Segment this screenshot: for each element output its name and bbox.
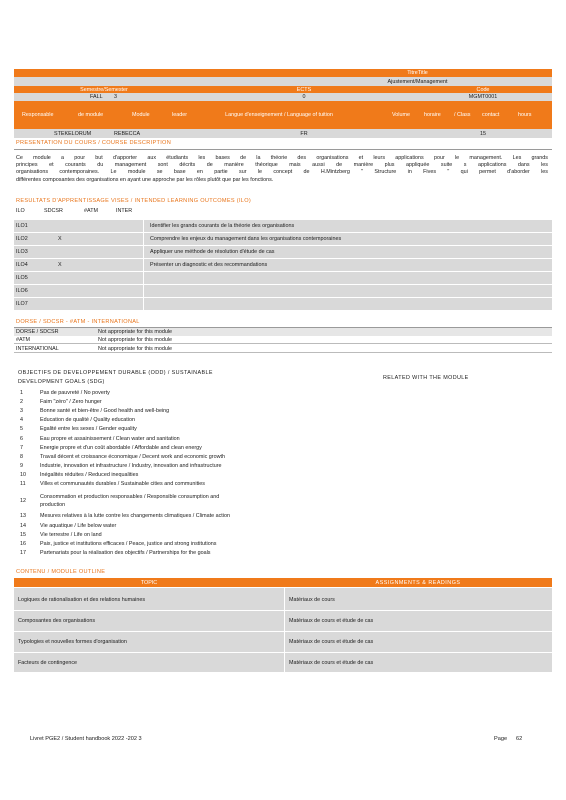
sdg-text: Vie terrestre / Life on land [40, 532, 102, 538]
sdg-text: Education de qualité / Quality education [40, 417, 135, 423]
col-topic: TOPIC [140, 579, 158, 586]
sdg-number: 10 [20, 472, 26, 478]
sdg-number: 9 [20, 463, 23, 469]
sdg-number: 15 [20, 532, 26, 538]
ilo-code: ILO6 [16, 288, 28, 294]
sdg-text: Paix, justice et institutions efficaces / Peace, justice and strong institutions [40, 541, 217, 547]
ilo-row [14, 220, 552, 233]
outline-row [14, 632, 552, 653]
sdg-number: 8 [20, 454, 23, 460]
course-title-row [14, 77, 552, 86]
ilo-row [14, 246, 552, 259]
sdg-number: 13 [20, 513, 26, 519]
hours-value: 15 [480, 130, 486, 137]
footer-page-label: Page [494, 736, 508, 742]
code-value: MGMT0001 [468, 94, 498, 100]
sdg-text: production [40, 502, 66, 508]
sdg-text: Bonne santé et bien-être / Good health and well-being [40, 408, 170, 414]
dorse-label: DORSE / SDCSR [16, 329, 59, 335]
responsible-value-row [14, 129, 552, 138]
col-contact: contact [482, 112, 500, 118]
responsible-name: STEKELORUM [54, 130, 92, 137]
col-assignments: ASSIGNMENTS & READINGS [375, 579, 461, 586]
col-module2: Module [132, 112, 150, 118]
col-leader: leader [172, 112, 187, 118]
sdg-heading-line2: DEVELOPMENT GOALS (SDG) [18, 379, 105, 385]
dorse-heading: DORSE / SDCSR - #ATM - INTERNATIONAL [16, 319, 140, 325]
ilo-code: ILO5 [16, 275, 28, 281]
sdg-number: 14 [20, 523, 26, 529]
dorse-value: Not appropriate for this module [98, 346, 173, 352]
semester-value: FALL [90, 94, 103, 100]
outline-assignment: Matériaux de cours [289, 597, 335, 603]
col-language: Langue d'enseignement / Language of tuition [225, 112, 333, 118]
sdg-number: 1 [20, 390, 23, 396]
semester-header-row [14, 86, 552, 93]
sdg-text: Vie aquatique / Life below water [40, 523, 117, 529]
semester-num: 3 [114, 94, 117, 100]
ilo-heading: RESULTATS D'APPRENTISSAGE VISES / INTENDED LEARNING OUTCOMES (ILO) [16, 198, 252, 204]
ilo-mark: X [58, 236, 62, 242]
presentation-line: Ce module a pour but d'apporter aux étudiants les bases de la théorie des organisations et leurs applications pour le management. Les grands [16, 155, 548, 161]
sdg-number: 7 [20, 445, 23, 451]
sdg-text: Industrie, innovation et infrastructure / Industry, innovation and infrastructure [40, 463, 222, 469]
dorse-value: Not appropriate for this module [98, 329, 173, 335]
col-semester: Semestre/Semester [80, 86, 128, 93]
col-code: Code [476, 86, 490, 93]
dorse-row [14, 336, 552, 344]
ilo-code: ILO2 [16, 236, 28, 242]
sdg-text: Travail décent et croissance économique / Decent work and economic growth [40, 454, 225, 460]
outline-assignment: Matériaux de cours et étude de cas [289, 660, 374, 666]
col-horaire: horaire [424, 112, 441, 118]
presentation-text [16, 155, 548, 184]
col-responsible: Responsable [22, 112, 54, 118]
ilo-desc: Comprendre les enjeux du management dans les organisations contemporaines [150, 236, 342, 242]
col-atm: #ATM [84, 208, 98, 214]
ilo-code: ILO7 [16, 301, 28, 307]
sdg-number: 11 [20, 481, 26, 487]
ilo-row [14, 233, 552, 246]
sdg-number: 4 [20, 417, 23, 423]
col-sdcsr: SDCSR [44, 208, 63, 214]
sdg-text: Inégalités réduites / Reduced inequalities [40, 472, 139, 478]
sdg-number: 2 [20, 399, 23, 405]
col-module: de module [78, 112, 104, 118]
sdg-number: 17 [20, 550, 26, 556]
ilo-row [14, 298, 552, 311]
ilo-row [14, 285, 552, 298]
sdg-number: 5 [20, 426, 23, 432]
sdg-number: 12 [20, 498, 26, 504]
outline-topic: Logiques de rationalisation et des relations humaines [18, 597, 146, 603]
outline-assignment: Matériaux de cours et étude de cas [289, 618, 374, 624]
col-inter: INTER [116, 208, 133, 214]
outline-topic: Composantes des organisations [18, 618, 96, 624]
sdg-text: Pas de pauvreté / No poverty [40, 390, 110, 396]
dorse-row [14, 345, 552, 353]
sdg-related: RELATED WITH THE MODULE [383, 375, 469, 381]
sdg-heading-line1: OBJECTIFS DE DEVELOPPEMENT DURABLE (ODD) / SUSTAINABLE [18, 370, 213, 376]
responsible-first: REBECCA [114, 130, 141, 137]
sdg-text: Consommation et production responsables / Responsible consumption and [40, 494, 220, 500]
sdg-text: Eau propre et assainissement / Clean water and sanitation [40, 436, 180, 442]
ects-value: 0 [302, 94, 306, 100]
col-class: / Class [454, 112, 471, 118]
sdg-number: 3 [20, 408, 23, 414]
outline-row [14, 611, 552, 632]
sdg-text: Villes et communautés durables / Sustainable cities and communities [40, 481, 205, 487]
dorse-value: Not appropriate for this module [98, 337, 173, 343]
ilo-desc: Identifier les grands courants de la théorie des organisations [150, 223, 295, 229]
title-label-row [14, 69, 552, 77]
language-value: FR [300, 130, 308, 137]
responsible-header-row [14, 101, 552, 129]
sdg-text: Faim "zéro" / Zero hunger [40, 399, 102, 405]
ilo-desc: Appliquer une méthode de résolution d'étude de cas [150, 249, 275, 255]
outline-row [14, 653, 552, 674]
col-volume: Volume [392, 112, 410, 118]
outline-topic: Facteurs de contingence [18, 660, 78, 666]
outline-heading: CONTENU / MODULE OUTLINE [16, 569, 106, 575]
dorse-label: INTERNATIONAL [16, 346, 59, 352]
presentation-line: différentes composantes des organisations en ayant une approche par les rôles plutôt que par les fonctions. [16, 176, 274, 183]
dorse-row [14, 328, 552, 336]
title-label: TitreTitle [407, 70, 428, 76]
sdg-number: 16 [20, 541, 26, 547]
ilo-code: ILO1 [16, 223, 28, 229]
ilo-mark: X [58, 262, 62, 268]
col-ilo: ILO [16, 208, 25, 214]
sdg-text: Partenariats pour la réalisation des objectifs / Partnerships for the goals [40, 550, 211, 556]
ilo-row [14, 259, 552, 272]
outline-topic: Typologies et nouvelles formes d'organisation [18, 639, 127, 645]
divider [14, 149, 552, 150]
col-ects: ECTS [296, 86, 312, 93]
ilo-code: ILO3 [16, 249, 28, 255]
presentation-line: principes et courants du management sont décrits de manière théorique mais aussi de manière plus appliquée suite s applications dans les [16, 162, 548, 169]
ilo-row [14, 272, 552, 285]
semester-value-row [14, 93, 552, 101]
ilo-code: ILO4 [16, 262, 28, 268]
presentation-heading: PRESENTATION DU COURS / COURSE DESCRIPTION [16, 140, 172, 146]
presentation-line: organisations contemporaines. Le module se base en partie sur le concept de H.Mintzberg " Structure in Fives " qui permet d'aborder les [16, 169, 548, 176]
sdg-number: 6 [20, 436, 23, 442]
sdg-text: Egalité entre les sexes / Gender equality [40, 426, 137, 432]
outline-header-row [14, 578, 552, 587]
col-hours: hours [518, 112, 532, 118]
footer-page-number: 62 [516, 736, 523, 742]
course-title: Ajustement/Management [387, 78, 448, 85]
ilo-desc: Présenter un diagnostic et des recommandations [150, 262, 268, 268]
outline-row [14, 590, 552, 611]
sdg-text: Energie propre et d'un coût abordable / Affordable and clean energy [40, 445, 202, 451]
outline-assignment: Matériaux de cours et étude de cas [289, 639, 374, 645]
sdg-text: Mesures relatives à la lutte contre les changements climatiques / Climate action [40, 513, 230, 519]
footer-handbook: Livret PGE2 / Student handbook 2022 -202 3 [30, 736, 142, 742]
dorse-label: #ATM [16, 337, 30, 343]
